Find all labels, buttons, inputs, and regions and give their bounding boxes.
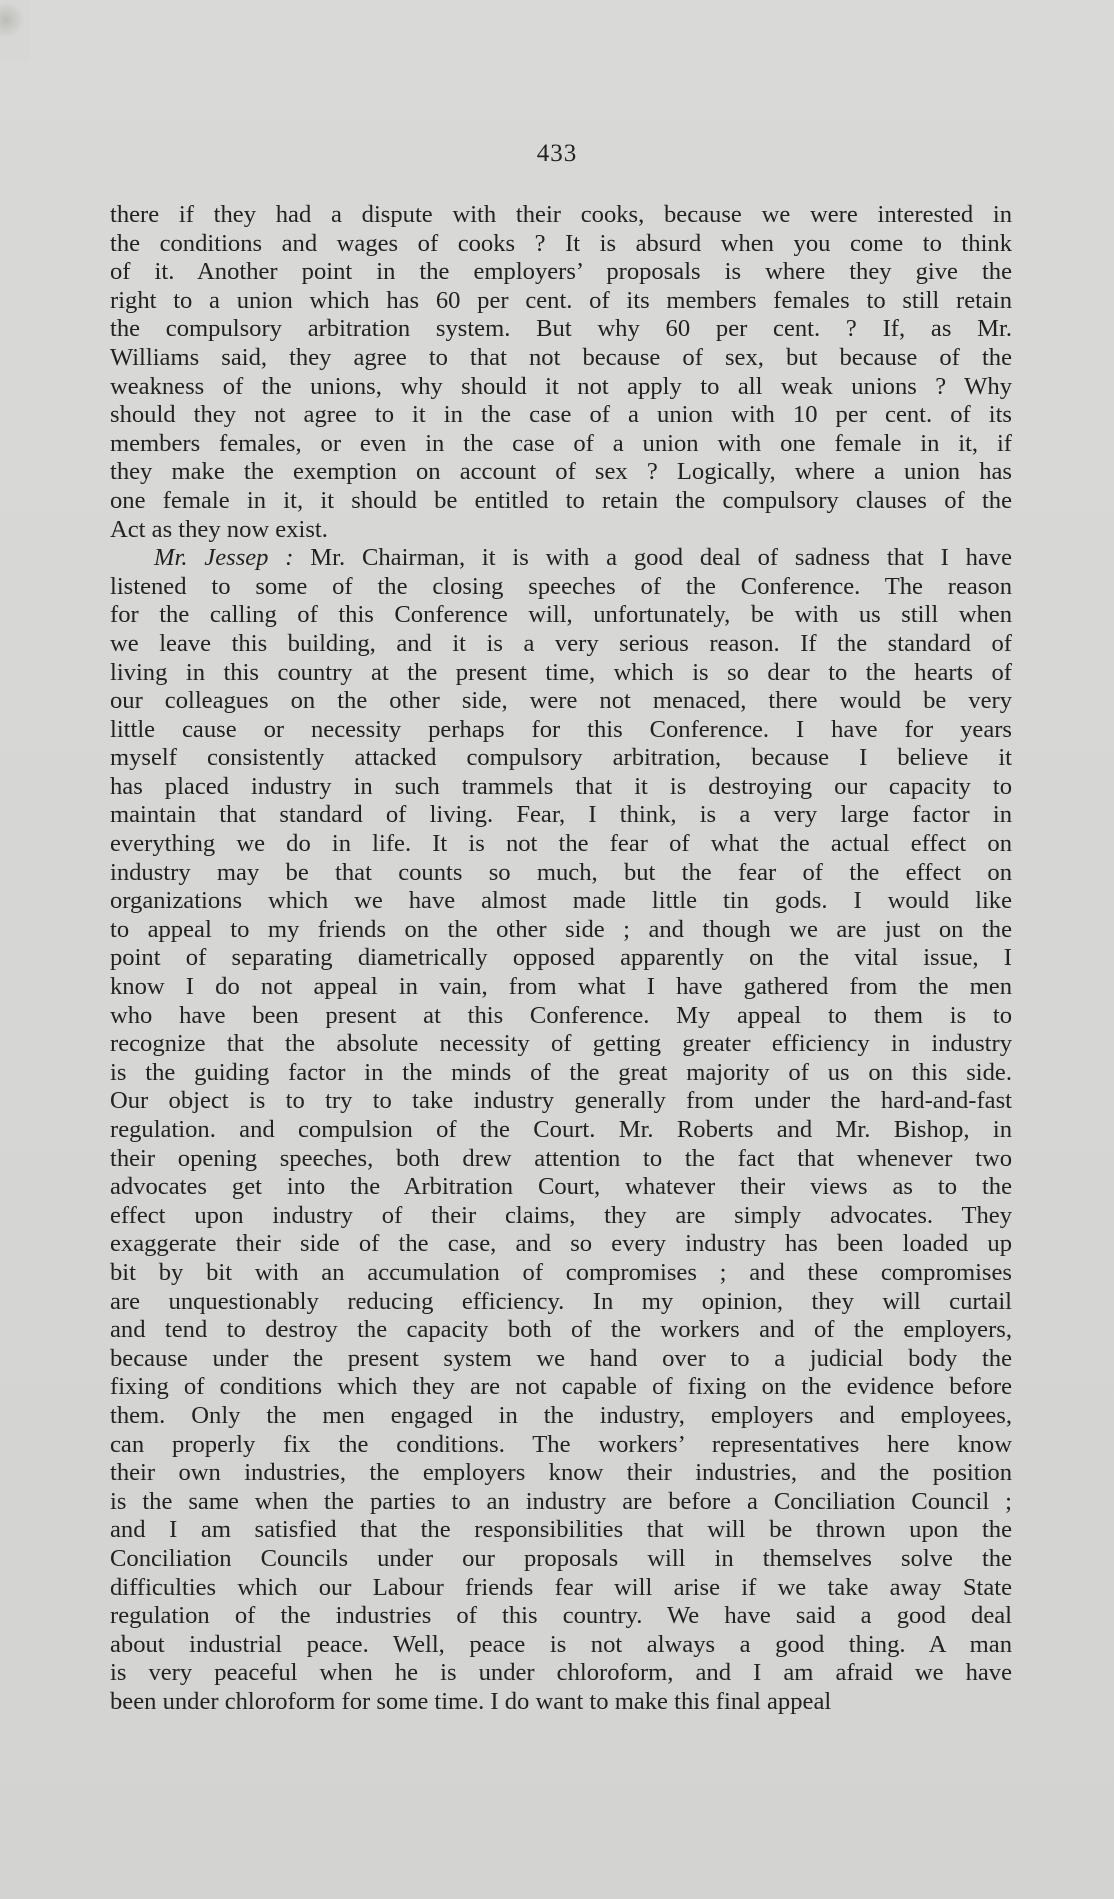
page-number: 433: [536, 140, 578, 167]
text-line: they make the exemption on account of sex ? Logically, where a union has: [110, 458, 1012, 486]
text-line: [110, 544, 1012, 573]
text-line: listened to some of the closing speeches of the Conference. The reason: [110, 572, 1012, 600]
text-line: advocates get into the Arbitration Court, whatever their views as to the: [110, 1173, 1012, 1201]
text-line: for the calling of this Conference will, unfortunately, be with us still when: [110, 601, 1012, 629]
text-line: industry may be that counts so much, but the fear of the effect on: [110, 858, 1012, 886]
text-line: regulation. and compulsion of the Court. Mr. Roberts and Mr. Bishop, in: [110, 1116, 1012, 1143]
text-line: and tend to destroy the capacity both of the workers and of the employers,: [110, 1316, 1012, 1344]
text-line: can properly fix the conditions. The workers’ representatives here know: [110, 1430, 1012, 1458]
body-text: [110, 201, 1012, 1716]
text-line: everything we do in life. It is not the fear of what the actual effect on: [110, 830, 1012, 858]
text-line: effect upon industry of their claims, they are simply advocates. They: [110, 1201, 1012, 1229]
text-line: Williams said, they agree to that not because of sex, but because of the: [110, 343, 1012, 371]
text-line: has placed industry in such trammels that it is destroying our capacity to: [110, 772, 1012, 800]
text-line: regulation of the industries of this country. We have said a good deal: [110, 1602, 1012, 1630]
text-line: because under the present system we hand over to a judicial body the: [110, 1344, 1012, 1372]
text-line: Our object is to try to take industry generally from under the hard-and-fast: [110, 1087, 1012, 1115]
text-line: members females, or even in the case of a union with one female in it, if: [110, 429, 1012, 457]
text-line: been under chloroform for some time. I do want to make this final appeal: [110, 1687, 832, 1715]
text-line: myself consistently attacked compulsory arbitration, because I believe it: [110, 744, 1012, 772]
text-line: the compulsory arbitration system. But why 60 per cent. ? If, as Mr.: [110, 315, 1012, 343]
speaker-name: Mr. Jessep :: [154, 544, 294, 572]
text-line: the conditions and wages of cooks ? It is absurd when you come to think: [110, 229, 1012, 257]
text-line: and I am satisfied that the responsibilities that will be thrown upon the: [110, 1516, 1012, 1544]
text-line: know I do not appeal in vain, from what I have gathered from the men: [110, 973, 1012, 1001]
text-line: about industrial peace. Well, peace is not always a good thing. A man: [110, 1630, 1012, 1658]
text-line: Conciliation Councils under our proposals will in themselves solve the: [110, 1544, 1012, 1572]
text-line: is very peaceful when he is under chloroform, and I am afraid we have: [110, 1659, 1012, 1687]
text-line: to appeal to my friends on the other side ; and though we are just on the: [110, 915, 1012, 943]
text-line: Act as they now exist.: [110, 515, 328, 543]
text-line: there if they had a dispute with their cooks, because we were interested in: [110, 201, 1012, 228]
text-line: organizations which we have almost made little tin gods. I would like: [110, 887, 1012, 915]
text-line: weakness of the unions, why should it not apply to all weak unions ? Why: [110, 372, 1012, 400]
text-line: our colleagues on the other side, were not menaced, there would be very: [110, 687, 1012, 715]
text-line: point of separating diametrically opposed apparently on the vital issue, I: [110, 944, 1012, 972]
text-line: should they not agree to it in the case of a union with 10 per cent. of its: [110, 401, 1012, 429]
text-line: difficulties which our Labour friends fear will arise if we take away State: [110, 1573, 1012, 1601]
text-line: of it. Another point in the employers’ proposals is where they give the: [110, 258, 1012, 286]
text-line: maintain that standard of living. Fear, I think, is a very large factor in: [110, 801, 1012, 829]
text-line: one female in it, it should be entitled to retain the compulsory clauses of the: [110, 486, 1012, 514]
text-line: bit by bit with an accumulation of compromises ; and these compromises: [110, 1258, 1012, 1286]
text-line: them. Only the men engaged in the industry, employers and employees,: [110, 1401, 1012, 1429]
text-line: fixing of conditions which they are not capable of fixing on the evidence before: [110, 1373, 1012, 1401]
speaker-line-rest: Mr. Chairman, it is with a good deal of sadness that I have: [293, 544, 1012, 572]
text-line: are unquestionably reducing efficiency. In my opinion, they will curtail: [110, 1287, 1012, 1315]
text-line: little cause or necessity perhaps for this Conference. I have for years: [110, 715, 1012, 743]
text-line: who have been present at this Conference. My appeal to them is to: [110, 1001, 1012, 1029]
text-line: their own industries, the employers know their industries, and the position: [110, 1459, 1012, 1487]
text-line: exaggerate their side of the case, and so every industry has been loaded up: [110, 1230, 1012, 1258]
paragraph-mr-jessep: [110, 544, 1012, 1716]
page-corner-speck: [0, 0, 30, 60]
text-line: is the same when the parties to an industry are before a Conciliation Council ;: [110, 1487, 1012, 1515]
text-line: we leave this building, and it is a very serious reason. If the standard of: [110, 629, 1012, 657]
text-line: is the guiding factor in the minds of the great majority of us on this side.: [110, 1058, 1012, 1086]
text-line: living in this country at the present time, which is so dear to the hearts of: [110, 658, 1012, 686]
text-line: their opening speeches, both drew attention to the fact that whenever two: [110, 1144, 1012, 1172]
text-line: recognize that the absolute necessity of getting greater efficiency in industry: [110, 1030, 1012, 1058]
text-line: right to a union which has 60 per cent. of its members females to still retain: [110, 286, 1012, 314]
paragraph-continued: [110, 201, 1012, 544]
